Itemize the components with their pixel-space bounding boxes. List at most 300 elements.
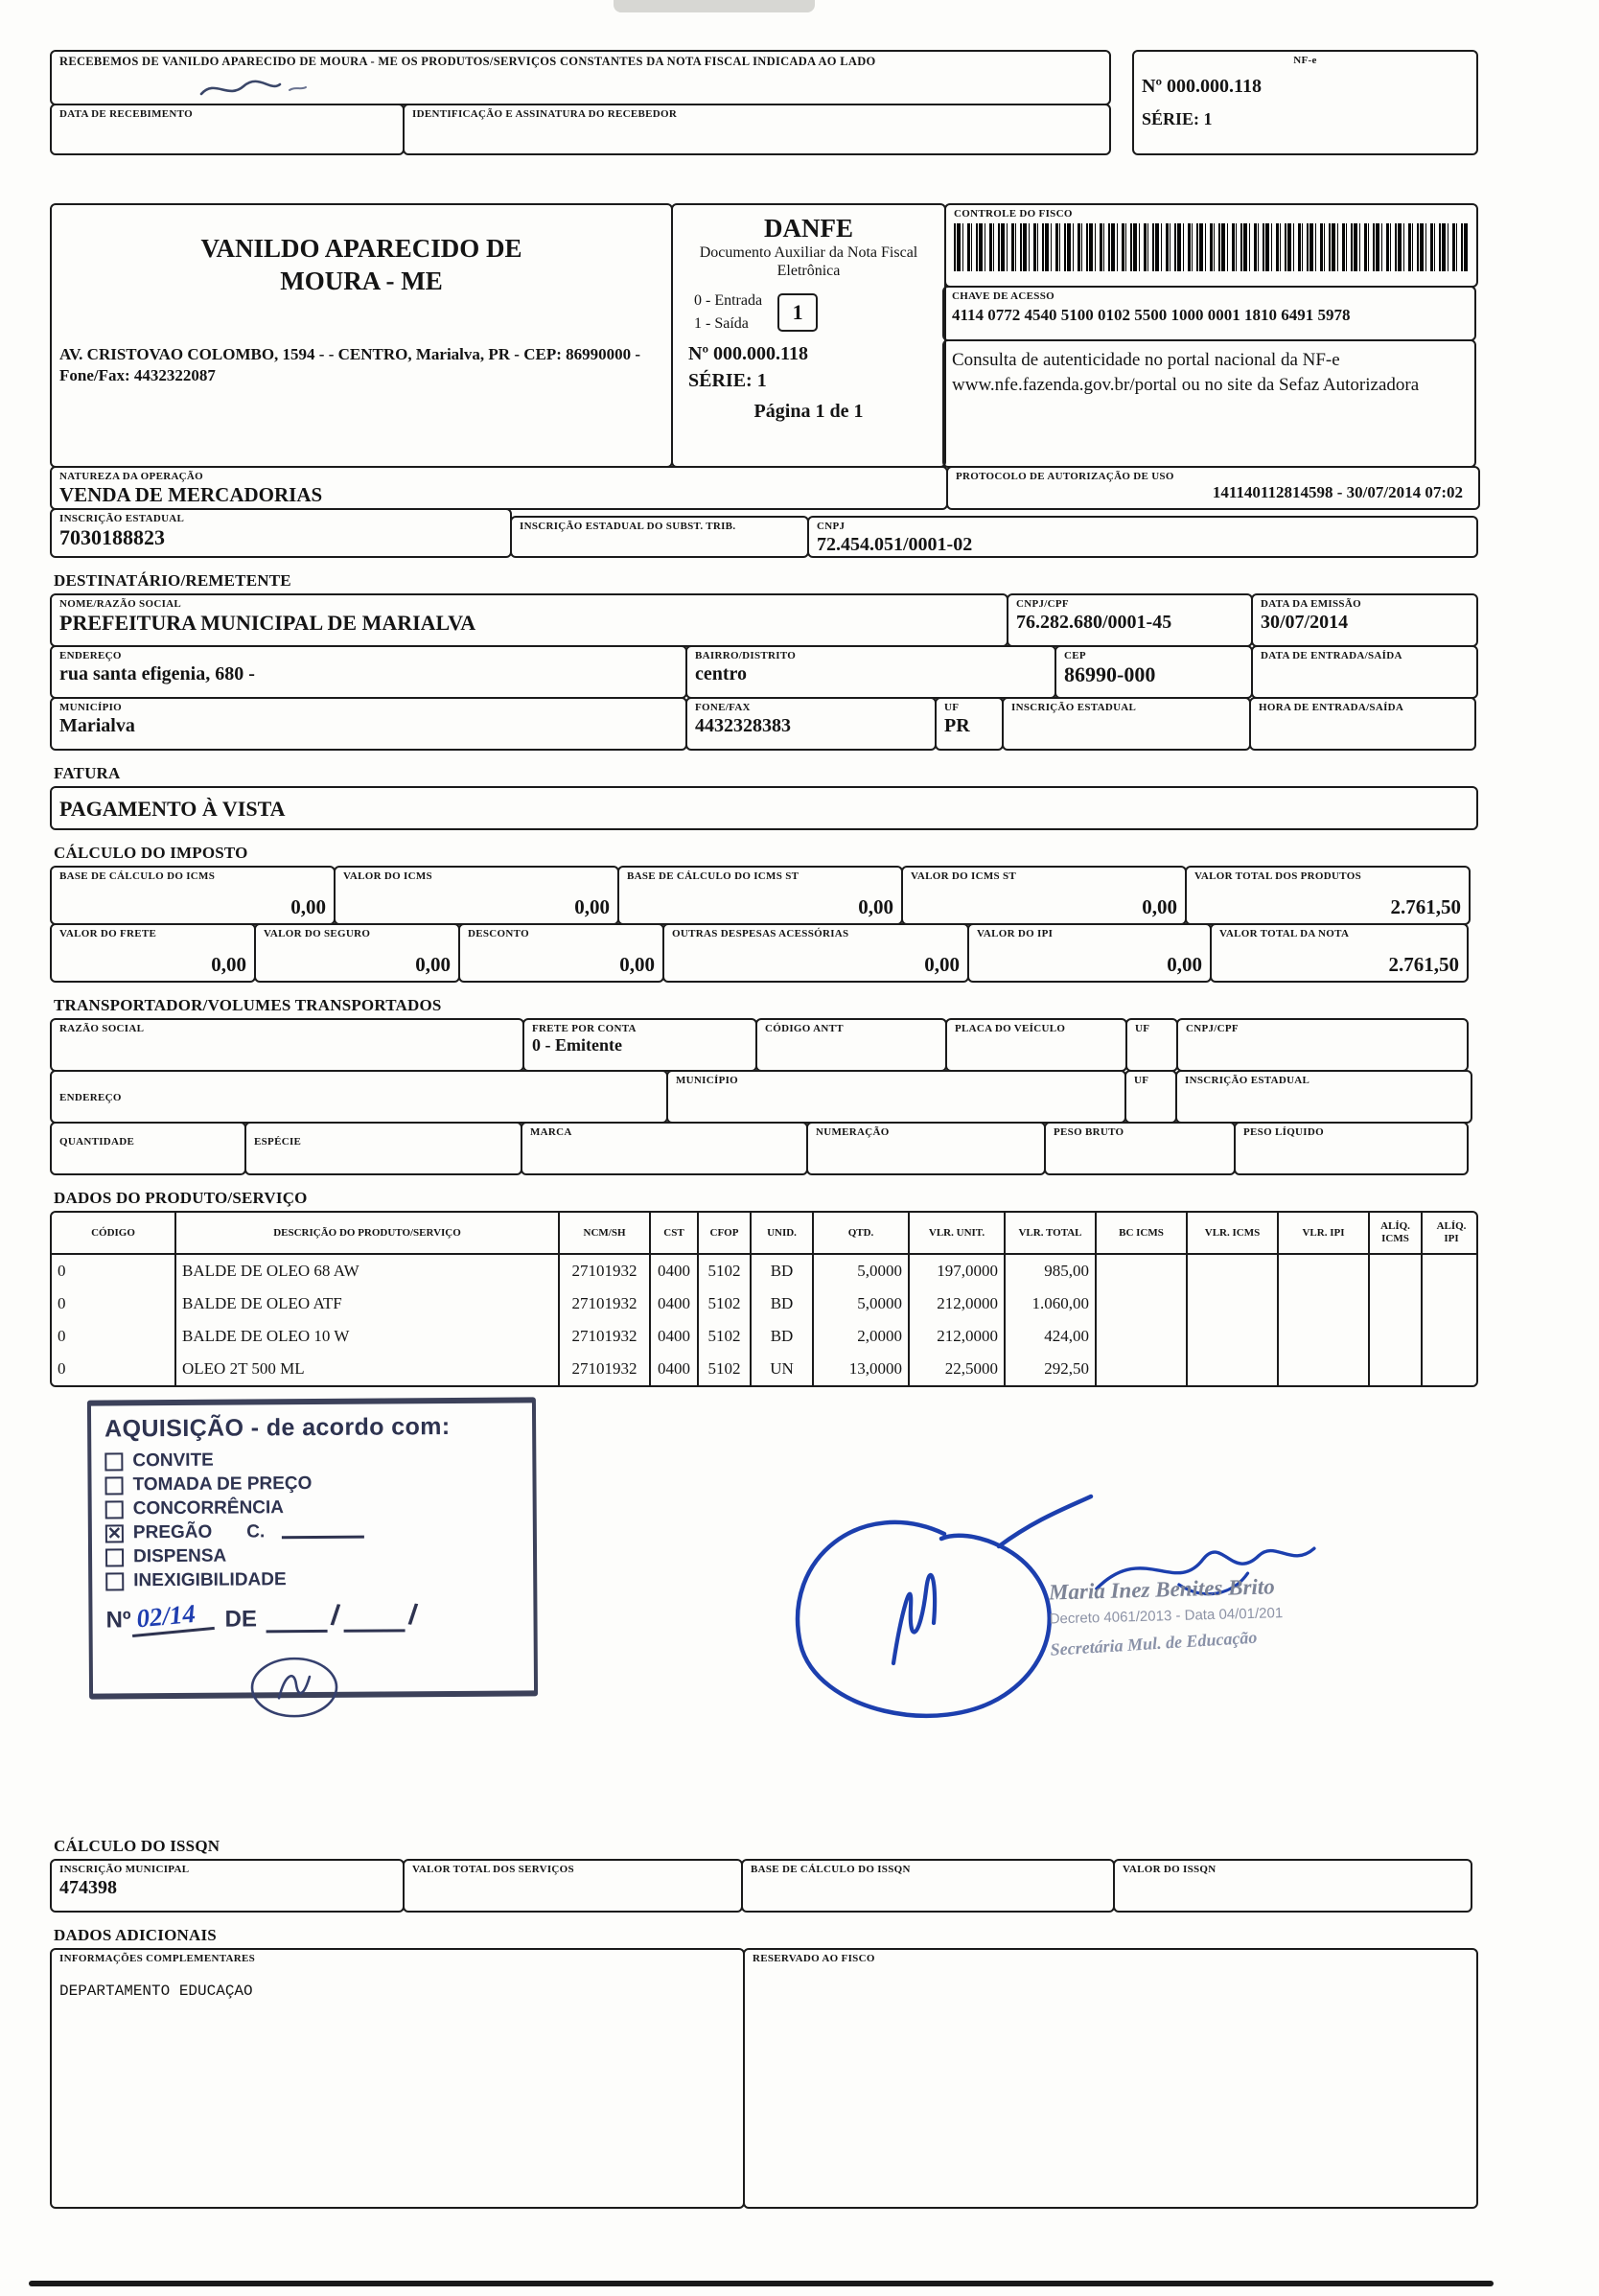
- destinatario-row-3: [50, 697, 1482, 751]
- assinante-decreto: Decreto 4061/2013 - Data 04/01/201: [1049, 1605, 1284, 1628]
- dest-ie-box: [1002, 697, 1251, 751]
- dest-municipio-box: [50, 697, 687, 751]
- cell-unid: BD: [752, 1287, 814, 1320]
- fatura-valor: PAGAMENTO À VISTA: [59, 797, 286, 821]
- cell-descricao: OLEO 2T 500 ML: [176, 1353, 560, 1385]
- base-calculo-icms-label: BASE DE CÁLCULO DO ICMS: [59, 870, 216, 882]
- canhoto-assinatura-box: [403, 104, 1111, 155]
- cell-aliq-ipi: [1423, 1255, 1478, 1287]
- canhoto-left: [50, 50, 1111, 155]
- transp-frete-box: [522, 1018, 757, 1072]
- destinatario-row-2: [50, 645, 1482, 699]
- danfe-titulo: DANFE: [764, 214, 853, 243]
- cell-unid: BD: [752, 1320, 814, 1353]
- assinatura-recebedor-label: IDENTIFICAÇÃO E ASSINATURA DO RECEBEDOR: [412, 108, 678, 120]
- stamp-numero-manuscrito: 02/14: [129, 1597, 215, 1637]
- inscricao-estadual-box: [50, 508, 512, 558]
- transp-frete-valor: 0 - Emitente: [532, 1034, 622, 1055]
- transp-razao-label: RAZÃO SOCIAL: [59, 1023, 145, 1034]
- stamp-option-label: PREGÃO: [132, 1521, 213, 1543]
- stamp-signature-zone: [50, 1387, 1482, 1823]
- stamp-numero-label: Nº: [105, 1607, 131, 1634]
- col-descricao: DESCRIÇÃO DO PRODUTO/SERVIÇO: [176, 1213, 560, 1255]
- assinante-cargo: Secretária Mul. de Educação: [1050, 1627, 1258, 1659]
- cell-vlr-ipi: [1279, 1255, 1370, 1287]
- natureza-row: [50, 466, 1482, 510]
- checkbox-icon: [104, 1452, 123, 1471]
- transp-antt-label: CÓDIGO ANTT: [765, 1023, 844, 1034]
- transp-uf1-label: UF: [1135, 1023, 1150, 1034]
- col-vlr-ipi: VLR. IPI: [1279, 1213, 1370, 1255]
- transp-ie-box: [1175, 1070, 1472, 1124]
- base-calculo-issqn-label: BASE DE CÁLCULO DO ISSQN: [751, 1864, 911, 1875]
- transp-numeracao-label: NUMERAÇÃO: [816, 1126, 890, 1138]
- cell-ncm: 27101932: [560, 1353, 651, 1385]
- dest-cep-box: [1054, 645, 1253, 699]
- reservado-fisco-label: RESERVADO AO FISCO: [753, 1953, 875, 1964]
- fatura-box: [50, 786, 1478, 830]
- col-unid: UNID.: [752, 1213, 814, 1255]
- cell-vlr-icms: [1188, 1320, 1279, 1353]
- cell-bc-icms: [1097, 1255, 1188, 1287]
- valor-total-nota-label: VALOR TOTAL DA NOTA: [1219, 928, 1350, 939]
- stamp-slash: /: [406, 1598, 419, 1632]
- imposto-titulo: CÁLCULO DO IMPOSTO: [54, 844, 248, 862]
- dest-bairro-valor: centro: [695, 662, 748, 684]
- destinatario-row-1: [50, 593, 1482, 647]
- transp-uf2-box: [1124, 1070, 1177, 1124]
- transp-peso-liquido-box: [1234, 1122, 1469, 1175]
- base-calculo-issqn-box: [741, 1859, 1115, 1913]
- base-calculo-icms-valor: 0,00: [290, 894, 326, 918]
- stamp-initials-scribble-icon: [246, 1652, 343, 1724]
- dest-cnpj-valor: 76.282.680/0001-45: [1016, 611, 1172, 633]
- tipo-operacao-box: 1: [777, 293, 818, 332]
- danfe-numero: Nº 000.000.118: [688, 342, 808, 364]
- cell-codigo: 0: [52, 1287, 176, 1320]
- barcode-icon: [954, 223, 1469, 271]
- table-row: [52, 1320, 1476, 1353]
- emitente-endereco: AV. CRISTOVAO COLOMBO, 1594 - - CENTRO, Marialva, PR - CEP: 86990000 - Fone/Fax: 4432322087: [59, 344, 641, 384]
- cnpj-emitente-box: [807, 516, 1478, 558]
- dest-cep-label: CEP: [1064, 650, 1086, 661]
- dest-emissao-box: [1251, 593, 1478, 647]
- valor-frete-label: VALOR DO FRETE: [59, 928, 157, 939]
- cell-bc-icms: [1097, 1353, 1188, 1385]
- cell-vlr-icms: [1188, 1353, 1279, 1385]
- stamp-option-convite: [104, 1448, 519, 1472]
- cell-vlr-unit: 212,0000: [910, 1287, 1006, 1320]
- cell-vlr-total: 1.060,00: [1006, 1287, 1097, 1320]
- transportador-row-3: [50, 1122, 1482, 1175]
- cell-codigo: 0: [52, 1255, 176, 1287]
- valor-ipi-label: VALOR DO IPI: [977, 928, 1054, 939]
- valor-frete-box: [50, 923, 256, 983]
- cnpj-emitente-valor: 72.454.051/0001-02: [817, 533, 973, 555]
- inscricao-municipal-label: INSCRIÇÃO MUNICIPAL: [59, 1864, 190, 1875]
- valor-icms-box: [334, 866, 619, 925]
- dest-nome-label: NOME/RAZÃO SOCIAL: [59, 598, 182, 610]
- table-row: [52, 1255, 1476, 1287]
- check-x-mark: ✕: [106, 1523, 123, 1543]
- cell-cfop: 5102: [699, 1320, 752, 1353]
- issqn-row: [50, 1859, 1482, 1913]
- stamp-option-pregao: [105, 1519, 520, 1543]
- valor-seguro-label: VALOR DO SEGURO: [264, 928, 371, 939]
- natureza-operacao-box: [50, 466, 948, 510]
- cell-aliq-ipi: [1423, 1287, 1478, 1320]
- chave-acesso-box: [942, 286, 1476, 341]
- dest-emissao-label: DATA DA EMISSÃO: [1261, 598, 1361, 610]
- issqn-titulo: CÁLCULO DO ISSQN: [54, 1837, 220, 1855]
- transportador-row-2: [50, 1070, 1482, 1124]
- transp-marca-label: MARCA: [530, 1126, 572, 1138]
- informacoes-complementares-label: INFORMAÇÕES COMPLEMENTARES: [59, 1953, 256, 1964]
- table-row: [52, 1353, 1476, 1385]
- outras-despesas-box: [662, 923, 969, 983]
- valor-total-servicos-box: [403, 1859, 743, 1913]
- transp-endereco-box: [50, 1070, 668, 1124]
- transp-municipio-label: MUNICÍPIO: [676, 1075, 739, 1086]
- dest-cep-valor: 86990-000: [1064, 661, 1156, 686]
- pen-mark-icon: [196, 77, 311, 102]
- cell-qtd: 5,0000: [814, 1287, 910, 1320]
- consulta-autenticidade-texto: Consulta de autenticidade no portal nacional da NF-e www.nfe.fazenda.gov.br/portal ou no site da Sefaz Autorizadora: [952, 350, 1420, 395]
- transp-quantidade-box: [50, 1122, 246, 1175]
- canhoto-gap: [1111, 50, 1132, 155]
- transportador-titulo: TRANSPORTADOR/VOLUMES TRANSPORTADOS: [54, 996, 442, 1014]
- col-vlr-total: VLR. TOTAL: [1006, 1213, 1097, 1255]
- canhoto-nfe-serie: SÉRIE: 1: [1142, 108, 1213, 128]
- natureza-operacao-valor: VENDA DE MERCADORIAS: [59, 482, 323, 506]
- cnpj-emitente-label: CNPJ: [817, 521, 846, 532]
- cell-cfop: 5102: [699, 1287, 752, 1320]
- entrada-saida-block: [694, 290, 937, 334]
- dest-data-entrada-box: [1251, 645, 1478, 699]
- transp-uf2-label: UF: [1134, 1075, 1149, 1086]
- stamp-option-inexigibilidade: [105, 1567, 520, 1591]
- dest-nome-valor: PREFEITURA MUNICIPAL DE MARIALVA: [59, 610, 476, 635]
- cell-qtd: 2,0000: [814, 1320, 910, 1353]
- valor-icms-st-box: [901, 866, 1187, 925]
- base-calculo-icms-st-valor: 0,00: [858, 894, 893, 918]
- valor-ipi-valor: 0,00: [1167, 952, 1202, 976]
- stamp-blank-line: [266, 1617, 328, 1633]
- stamp-option-label: TOMADA DE PREÇO: [132, 1473, 313, 1496]
- fatura-row: [50, 786, 1482, 830]
- transp-peso-bruto-box: [1044, 1122, 1236, 1175]
- inscricao-municipal-valor: 474398: [59, 1876, 117, 1898]
- transp-cnpj-box: [1176, 1018, 1469, 1072]
- cell-aliq-icms: [1370, 1320, 1423, 1353]
- valor-ipi-box: [967, 923, 1212, 983]
- scan-artifact-top: [614, 0, 815, 12]
- cell-vlr-icms: [1188, 1255, 1279, 1287]
- checkbox-checked-icon: [105, 1524, 124, 1542]
- cell-vlr-unit: 197,0000: [910, 1255, 1006, 1287]
- dest-data-entrada-label: DATA DE ENTRADA/SAÍDA: [1261, 650, 1402, 661]
- dest-hora-box: [1249, 697, 1476, 751]
- controle-fisco-label: CONTROLE DO FISCO: [954, 208, 1073, 220]
- col-vlr-unit: VLR. UNIT.: [910, 1213, 1006, 1255]
- dest-nome-box: [50, 593, 1008, 647]
- valor-icms-valor: 0,00: [574, 894, 610, 918]
- cell-aliq-icms: [1370, 1353, 1423, 1385]
- cell-descricao: BALDE DE OLEO 10 W: [176, 1320, 560, 1353]
- base-calculo-icms-box: [50, 866, 336, 925]
- dest-municipio-label: MUNICÍPIO: [59, 702, 123, 713]
- cell-vlr-total: 985,00: [1006, 1255, 1097, 1287]
- transp-antt-box: [755, 1018, 947, 1072]
- dest-fone-label: FONE/FAX: [695, 702, 751, 713]
- cell-cst: 0400: [651, 1255, 699, 1287]
- cell-cfop: 5102: [699, 1255, 752, 1287]
- dest-bairro-box: [685, 645, 1056, 699]
- cell-ncm: 27101932: [560, 1255, 651, 1287]
- adicionais-titulo: DADOS ADICIONAIS: [54, 1926, 217, 1944]
- emitente-box: [50, 203, 673, 468]
- transp-placa-box: [945, 1018, 1127, 1072]
- produtos-table: [50, 1211, 1478, 1387]
- col-cst: CST: [651, 1213, 699, 1255]
- imposto-row-1: [50, 866, 1482, 925]
- cell-unid: BD: [752, 1255, 814, 1287]
- valor-frete-valor: 0,00: [211, 952, 246, 976]
- document-content: [50, 50, 1482, 2209]
- scan-artifact-bottom: [29, 2281, 1494, 2286]
- dest-uf-valor: PR: [944, 714, 970, 736]
- cell-cst: 0400: [651, 1287, 699, 1320]
- controle-fisco-box: [944, 203, 1478, 288]
- natureza-operacao-label: NATUREZA DA OPERAÇÃO: [59, 471, 204, 482]
- assinante-nome: Maria Inez Benites Brito: [1048, 1574, 1276, 1605]
- cell-cfop: 5102: [699, 1353, 752, 1385]
- cell-vlr-total: 424,00: [1006, 1320, 1097, 1353]
- produtos-titulo: DADOS DO PRODUTO/SERVIÇO: [54, 1189, 308, 1207]
- dest-fone-valor: 4432328383: [695, 714, 791, 736]
- canhoto-data-recebimento-box: [50, 104, 405, 155]
- outras-despesas-label: OUTRAS DESPESAS ACESSÓRIAS: [672, 928, 849, 939]
- dest-uf-label: UF: [944, 702, 960, 713]
- valor-icms-label: VALOR DO ICMS: [343, 870, 432, 882]
- dest-ie-label: INSCRIÇÃO ESTADUAL: [1011, 702, 1137, 713]
- fisco-column: [944, 203, 1478, 468]
- inscricoes-row: [50, 508, 1482, 558]
- checkbox-icon: [104, 1476, 123, 1495]
- transp-razao-box: [50, 1018, 524, 1072]
- danfe-serie: SÉRIE: 1: [688, 369, 767, 391]
- stamp-blank-line: [343, 1616, 405, 1632]
- danfe-box: [671, 203, 946, 468]
- cell-bc-icms: [1097, 1320, 1188, 1353]
- cell-vlr-ipi: [1279, 1320, 1370, 1353]
- cell-aliq-ipi: [1423, 1353, 1478, 1385]
- transp-cnpj-label: CNPJ/CPF: [1186, 1023, 1239, 1034]
- data-recebimento-label: DATA DE RECEBIMENTO: [59, 108, 193, 120]
- protocolo-valor: 141140112814598 - 30/07/2014 07:02: [1212, 482, 1463, 501]
- inscricao-subst-label: INSCRIÇÃO ESTADUAL DO SUBST. TRIB.: [520, 521, 736, 532]
- cell-descricao: BALDE DE OLEO ATF: [176, 1287, 560, 1320]
- inscricao-subst-box: [510, 516, 809, 558]
- transp-placa-label: PLACA DO VEÍCULO: [955, 1023, 1066, 1034]
- signature-block: [1047, 1526, 1452, 1659]
- transp-municipio-box: [666, 1070, 1126, 1124]
- cell-cst: 0400: [651, 1320, 699, 1353]
- inscricao-municipal-box: [50, 1859, 405, 1913]
- dest-endereco-label: ENDEREÇO: [59, 650, 122, 661]
- transp-endereco-label: ENDEREÇO: [59, 1092, 122, 1103]
- dest-fone-box: [685, 697, 937, 751]
- canhoto-nfe-numero: Nº 000.000.118: [1142, 75, 1262, 97]
- col-bc-icms: BC ICMS: [1097, 1213, 1188, 1255]
- fatura-titulo: FATURA: [54, 764, 121, 782]
- transportador-row-1: [50, 1018, 1482, 1072]
- cell-descricao: BALDE DE OLEO 68 AW: [176, 1255, 560, 1287]
- canhoto-statement: RECEBEMOS DE VANILDO APARECIDO DE MOURA - ME OS PRODUTOS/SERVIÇOS CONSTANTES DA NOTA FISCAL INDICADA AO LADO: [59, 55, 876, 68]
- valor-total-nota-valor: 2.761,50: [1388, 952, 1459, 976]
- col-aliq-ipi: ALÍQ. IPI: [1423, 1213, 1478, 1255]
- base-calculo-icms-st-label: BASE DE CÁLCULO DO ICMS ST: [627, 870, 800, 882]
- cell-bc-icms: [1097, 1287, 1188, 1320]
- stamp-option-label: DISPENSA: [132, 1545, 227, 1567]
- produtos-header-row: [52, 1213, 1476, 1255]
- col-qtd: QTD.: [814, 1213, 910, 1255]
- inscricao-estadual-valor: 7030188823: [59, 524, 165, 549]
- dest-bairro-label: BAIRRO/DISTRITO: [695, 650, 797, 661]
- transp-especie-box: [244, 1122, 522, 1175]
- valor-total-servicos-label: VALOR TOTAL DOS SERVIÇOS: [412, 1864, 574, 1875]
- dest-hora-label: HORA DE ENTRADA/SAÍDA: [1259, 702, 1404, 713]
- valor-total-produtos-box: [1185, 866, 1471, 925]
- nfe-label: NF-e: [1293, 55, 1317, 66]
- adicionais-row: [50, 1948, 1482, 2209]
- base-calculo-icms-st-box: [617, 866, 903, 925]
- protocolo-box: [946, 466, 1480, 510]
- col-cfop: CFOP: [699, 1213, 752, 1255]
- cell-vlr-total: 292,50: [1006, 1353, 1097, 1385]
- chave-acesso-label: CHAVE DE ACESSO: [952, 290, 1054, 302]
- emitente-nome: VANILDO APARECIDO DE MOURA - ME: [200, 234, 522, 295]
- desconto-box: [458, 923, 664, 983]
- valor-total-produtos-label: VALOR TOTAL DOS PRODUTOS: [1194, 870, 1361, 882]
- stamp-slash: /: [329, 1599, 342, 1633]
- stamp-option-label: CONVITE: [132, 1449, 214, 1472]
- dest-emissao-valor: 30/07/2014: [1261, 611, 1349, 633]
- transp-quantidade-label: QUANTIDADE: [59, 1136, 135, 1148]
- stamp-option-label: CONCORRÊNCIA: [132, 1497, 285, 1519]
- checkbox-icon: [105, 1548, 124, 1566]
- informacoes-complementares-box: [50, 1948, 745, 2209]
- stamp-c-label: C.: [246, 1521, 266, 1542]
- outras-despesas-valor: 0,00: [924, 952, 960, 976]
- valor-icms-st-label: VALOR DO ICMS ST: [911, 870, 1017, 882]
- checkbox-icon: [105, 1572, 124, 1590]
- canhoto-statement-box: [50, 50, 1111, 105]
- protocolo-label: PROTOCOLO DE AUTORIZAÇÃO DE USO: [956, 471, 1174, 482]
- main-header: [50, 203, 1482, 468]
- imposto-row-2: [50, 923, 1482, 983]
- stamp-option-concorrencia: [105, 1496, 520, 1519]
- valor-issqn-label: VALOR DO ISSQN: [1123, 1864, 1217, 1875]
- col-ncm: NCM/SH: [560, 1213, 651, 1255]
- transp-peso-bruto-label: PESO BRUTO: [1054, 1126, 1124, 1138]
- col-codigo: CÓDIGO: [52, 1213, 176, 1255]
- danfe-pagina: Página 1 de 1: [753, 400, 864, 422]
- informacoes-complementares-valor: DEPARTAMENTO EDUCAÇAO: [59, 1982, 253, 2000]
- dest-cnpj-label: CNPJ/CPF: [1016, 598, 1069, 610]
- dest-endereco-valor: rua santa efigenia, 680 -: [59, 662, 255, 684]
- transp-marca-box: [521, 1122, 808, 1175]
- cell-aliq-ipi: [1423, 1320, 1478, 1353]
- opcao-saida: 1 - Saída: [694, 314, 749, 332]
- valor-seguro-box: [254, 923, 460, 983]
- canhoto-nfe-box: [1132, 50, 1478, 155]
- cell-vlr-icms: [1188, 1287, 1279, 1320]
- cell-aliq-icms: [1370, 1287, 1423, 1320]
- col-aliq-icms: ALÍQ. ICMS: [1370, 1213, 1423, 1255]
- cell-qtd: 5,0000: [814, 1255, 910, 1287]
- valor-total-nota-box: [1210, 923, 1469, 983]
- dest-endereco-box: [50, 645, 687, 699]
- cell-aliq-icms: [1370, 1255, 1423, 1287]
- transp-ie-label: INSCRIÇÃO ESTADUAL: [1185, 1075, 1310, 1086]
- cell-vlr-ipi: [1279, 1353, 1370, 1385]
- valor-seguro-valor: 0,00: [415, 952, 451, 976]
- cell-codigo: 0: [52, 1320, 176, 1353]
- cell-vlr-unit: 22,5000: [910, 1353, 1006, 1385]
- stamp-numero-linha: [105, 1598, 520, 1634]
- inscricao-estadual-label: INSCRIÇÃO ESTADUAL: [59, 513, 185, 524]
- transp-especie-label: ESPÉCIE: [254, 1136, 302, 1148]
- danfe-subtitulo: Documento Auxiliar da Nota Fiscal Eletrônica: [699, 244, 918, 280]
- entrada-saida-options: [694, 290, 762, 334]
- dest-cnpj-box: [1007, 593, 1253, 647]
- cell-vlr-unit: 212,0000: [910, 1320, 1006, 1353]
- cell-unid: UN: [752, 1353, 814, 1385]
- opcao-entrada: 0 - Entrada: [694, 292, 763, 310]
- cell-qtd: 13,0000: [814, 1353, 910, 1385]
- cell-ncm: 27101932: [560, 1287, 651, 1320]
- consulta-autenticidade-box: [942, 339, 1476, 468]
- checkbox-icon: [105, 1500, 124, 1519]
- cell-codigo: 0: [52, 1353, 176, 1385]
- desconto-label: DESCONTO: [468, 928, 529, 939]
- dest-municipio-valor: Marialva: [59, 714, 135, 736]
- stamp-option-label: INEXIGIBILIDADE: [133, 1569, 287, 1591]
- destinatario-titulo: DESTINATÁRIO/REMETENTE: [54, 571, 291, 590]
- transp-frete-label: FRETE POR CONTA: [532, 1023, 637, 1034]
- valor-total-produtos-valor: 2.761,50: [1390, 894, 1461, 918]
- chave-acesso-valor: 4114 0772 4540 5100 0102 5500 1000 0001 1810 6491 5978: [952, 305, 1351, 324]
- dest-uf-box: [935, 697, 1004, 751]
- cell-ncm: 27101932: [560, 1320, 651, 1353]
- cell-vlr-ipi: [1279, 1287, 1370, 1320]
- transp-peso-liquido-label: PESO LÍQUIDO: [1243, 1126, 1324, 1138]
- carimbo-titulo: AQUISIÇÃO - de acordo com:: [104, 1412, 451, 1443]
- transp-numeracao-box: [806, 1122, 1046, 1175]
- cell-cst: 0400: [651, 1353, 699, 1385]
- table-row: [52, 1287, 1476, 1320]
- stamp-c-blank-line: [282, 1525, 364, 1540]
- carimbo-aquisicao: [87, 1397, 538, 1699]
- valor-icms-st-valor: 0,00: [1142, 894, 1177, 918]
- desconto-valor: 0,00: [619, 952, 655, 976]
- stamp-option-dispensa: [105, 1543, 520, 1567]
- reservado-fisco-box: [743, 1948, 1478, 2209]
- canhoto: [50, 50, 1482, 155]
- stamp-de-label: DE: [224, 1606, 258, 1633]
- valor-issqn-box: [1113, 1859, 1472, 1913]
